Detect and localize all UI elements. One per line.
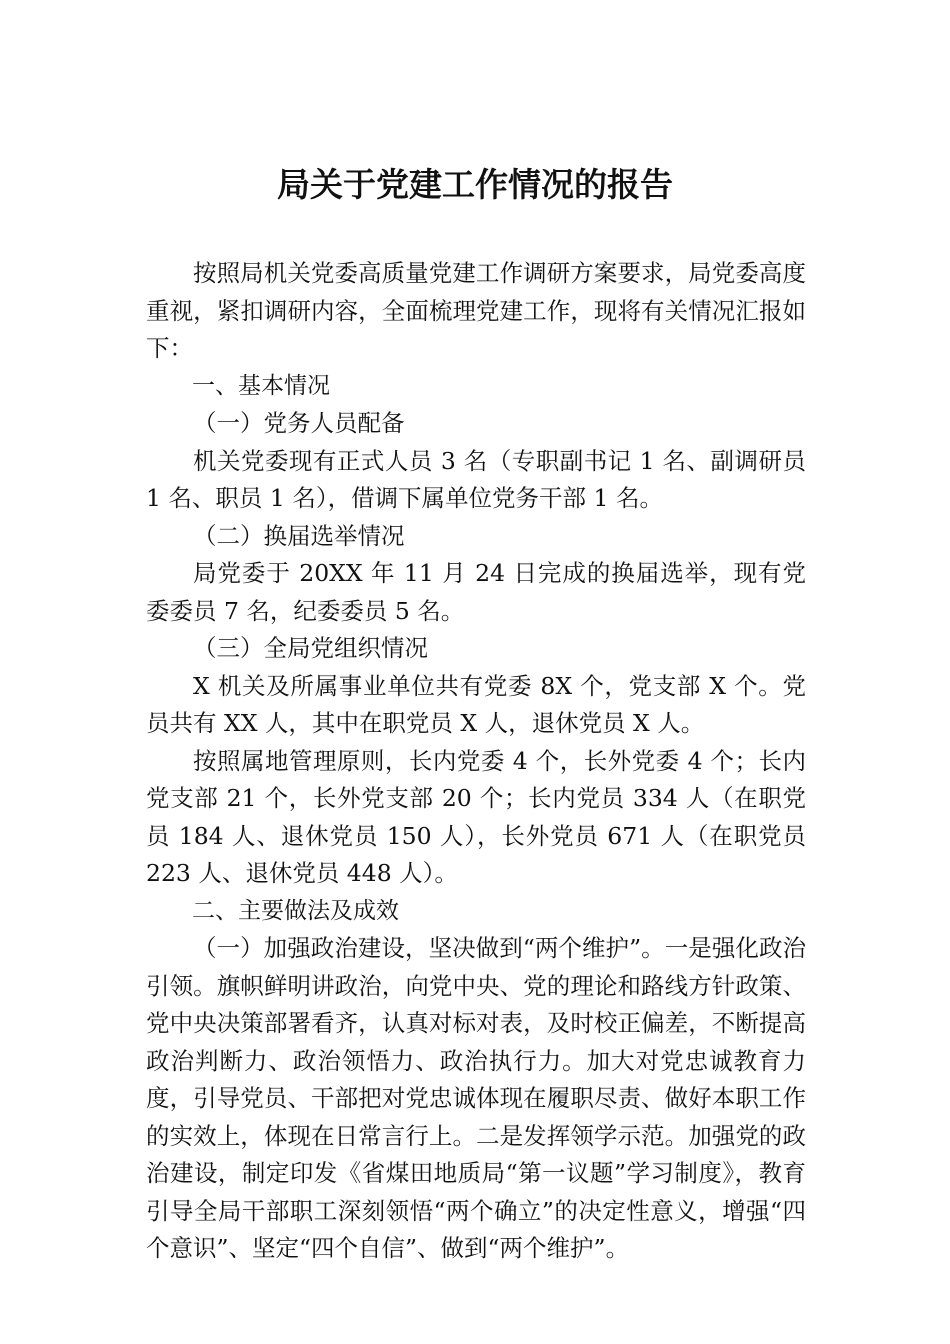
paragraph-organizations-1: X 机关及所属事业单位共有党委 8X 个，党支部 X 个。党员共有 XX 人，其中在职党员 X 人，退休党员 X 人。	[146, 671, 806, 737]
section-heading-basic: 一、基本情况	[192, 372, 330, 399]
paragraph-staff: 机关党委现有正式人员 3 名（专职副书记 1 名、副调研员 1 名、职员 1 名），借调下属单位党务干部 1 名。	[146, 446, 806, 512]
paragraph-organizations-2: 按照属地管理原则，长内党委 4 个，长外党委 4 个；长内党支部 21 个，长外党支部 20 个；长内党员 334 人（在职党员 184 人、退休党员 150 人），长外党员 671 人（在职党员 223 人、退休党员 448 人）。	[146, 746, 806, 887]
section-heading-practices: 二、主要做法及成效	[192, 897, 399, 924]
document-title: 局关于党建工作情况的报告	[277, 165, 673, 204]
paragraph-practices: （一）加强政治建设，坚决做到“两个维护”。一是强化政治引领。旗帜鲜明讲政治，向党中央、党的理论和路线方针政策、党中央决策部署看齐，认真对标对表，及时校正偏差，不断提高政治判断力、政治领悟力、政治执行力。加大对党忠诚教育力度，引导党员、干部把对党忠诚体现在履职尽责、做好本职工作的实效上，体现在日常言行上。二是发挥领学示范。加强党的政治建设，制定印发《省煤田地质局“第一议题”学习制度》，教育引导全局干部职工深刻领悟“两个确立”的决定性意义，增强“四个意识”、坚定“四个自信”、做到“两个维护”。	[146, 934, 806, 1262]
document-body	[146, 255, 806, 1268]
subsection-heading-election: （二）换届选举情况	[193, 521, 405, 550]
subsection-heading-organizations: （三）全局党组织情况	[193, 634, 428, 662]
intro-paragraph: 按照局机关党委高质量党建工作调研方案要求，局党委高度重视，紧扣调研内容，全面梳理党建工作，现将有关情况汇报如下：	[146, 259, 806, 362]
paragraph-election: 局党委于 20XX 年 11 月 24 日完成的换届选举，现有党委委员 7 名，纪委委员 5 名。	[146, 559, 806, 625]
subsection-heading-staff: （一）党务人员配备	[193, 409, 405, 437]
